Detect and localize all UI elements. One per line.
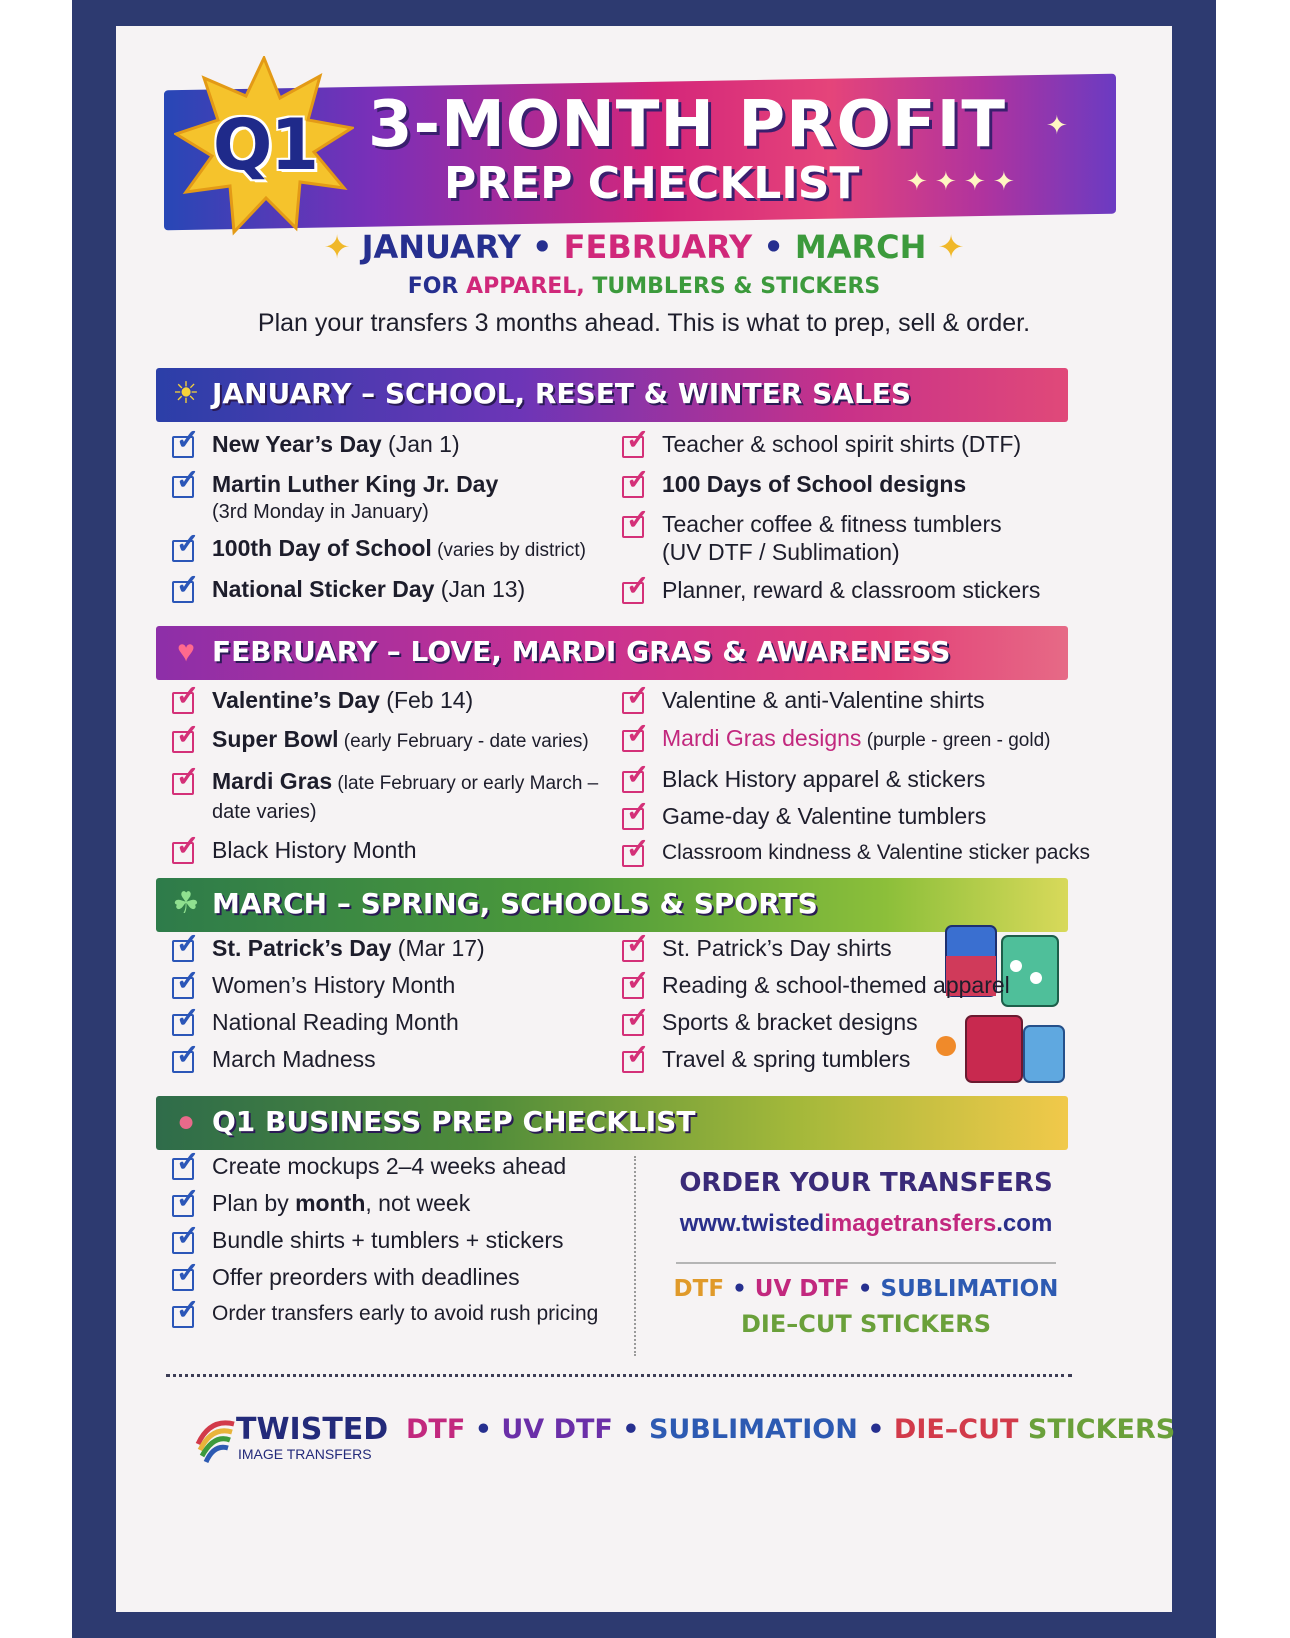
item-bold: National Sticker Day: [212, 576, 435, 602]
business-title: Q1 BUSINESS PREP CHECKLIST: [212, 1105, 696, 1138]
january-events: [172, 424, 612, 603]
list-item: [172, 424, 612, 458]
separator-dot: •: [763, 228, 795, 266]
list-item: [172, 965, 592, 999]
business-checklist: [172, 1146, 632, 1328]
logo-swirl-icon: [190, 1414, 240, 1464]
dotted-divider: [166, 1374, 1072, 1377]
checkbox-checked-icon: ✓: [622, 841, 650, 867]
item-text: Teacher & school spirit shirts (DTF): [662, 431, 1022, 457]
checkbox-checked-icon: ✓: [622, 472, 650, 498]
checkbox-checked-icon: ✓: [172, 1228, 200, 1254]
list-item: [622, 1002, 1062, 1036]
checkbox-checked-icon: ✓: [172, 472, 200, 498]
type-sublimation: SUBLIMATION: [880, 1276, 1059, 1302]
month-january: JANUARY: [361, 228, 521, 266]
footer-die-cut: DIE–CUT: [893, 1414, 1019, 1445]
item-text: St. Patrick’s Day shirts: [662, 935, 892, 961]
star-icon: ✦: [937, 228, 965, 266]
item-bold: Valentine’s Day: [212, 687, 380, 713]
type-dtf: DTF: [673, 1276, 725, 1302]
checkbox-checked-icon: ✓: [172, 1191, 200, 1217]
list-item: [622, 464, 1062, 498]
logo-wordmark: TWISTED: [236, 1412, 389, 1447]
item-sub: date varies): [212, 801, 317, 823]
checkbox-checked-icon: ✓: [622, 767, 650, 793]
checkbox-checked-icon: ✓: [172, 769, 200, 795]
sparkle-icon: ✦ ✦ ✦ ✦: [906, 166, 1015, 196]
february-banner: [156, 626, 1068, 680]
item-text: Create mockups 2–4 weeks ahead: [212, 1153, 567, 1179]
footer-stickers: STICKERS: [1027, 1414, 1176, 1445]
list-item: [172, 528, 612, 565]
item-text: National Reading Month: [212, 1009, 459, 1035]
footer-sublimation: SUBLIMATION: [648, 1414, 858, 1445]
item-text: March Madness: [212, 1046, 376, 1072]
month-march: MARCH: [794, 228, 927, 266]
checkbox-checked-icon: ✓: [172, 1047, 200, 1073]
item-rest: (late February or early March –: [332, 773, 599, 794]
separator-dot: •: [532, 228, 564, 266]
checkbox-checked-icon: ✓: [172, 536, 200, 562]
sun-icon: ☀: [172, 377, 200, 410]
month-february: FEBRUARY: [563, 228, 753, 266]
item-highlight: Mardi Gras designs: [662, 725, 862, 751]
item-text: Travel & spring tumblers: [662, 1046, 911, 1072]
list-item: [622, 718, 1142, 755]
divider: [676, 1262, 1056, 1264]
item-text: Sports & bracket designs: [662, 1009, 918, 1035]
item-text: Women’s History Month: [212, 972, 456, 998]
list-item: [622, 1039, 1062, 1073]
separator-dot: •: [732, 1276, 755, 1302]
intro-text: Plan your transfers 3 months ahead. This is what to prep, sell & order.: [257, 309, 1031, 337]
item-text: Valentine & anti-Valentine shirts: [662, 687, 985, 713]
item-bold: Super Bowl: [212, 726, 339, 752]
item-pre: Plan by: [212, 1190, 296, 1216]
checklist-card: [116, 26, 1176, 1612]
checkbox-checked-icon: ✓: [622, 936, 650, 962]
checkbox-checked-icon: ✓: [172, 577, 200, 603]
january-products: [622, 424, 1062, 604]
list-item: [172, 464, 612, 526]
item-bold: New Year’s Day: [212, 431, 382, 457]
url-part: .com: [996, 1210, 1053, 1237]
for-apparel: APPAREL,: [466, 274, 585, 299]
checkbox-checked-icon: ✓: [172, 1302, 200, 1328]
list-item: [172, 761, 612, 826]
list-item: [172, 680, 612, 714]
checkbox-checked-icon: ✓: [172, 1154, 200, 1180]
for-prefix: FOR: [407, 274, 459, 299]
checkbox-checked-icon: ✓: [172, 1010, 200, 1036]
list-item: [172, 1039, 592, 1073]
list-item: [622, 928, 1062, 962]
list-item: [172, 1002, 592, 1036]
item-bold: Martin Luther King Jr. Day: [212, 471, 499, 497]
list-item: [172, 569, 612, 603]
list-item: [622, 570, 1062, 604]
for-rest: TUMBLERS & STICKERS: [592, 274, 881, 299]
checkbox-checked-icon: ✓: [172, 432, 200, 458]
logo-subtext: IMAGE TRANSFERS: [238, 1446, 372, 1462]
checkbox-checked-icon: ✓: [622, 804, 650, 830]
list-item: [622, 833, 1142, 867]
march-products: [622, 928, 1062, 1073]
separator-dot: •: [867, 1414, 894, 1445]
checkbox-checked-icon: ✓: [622, 1010, 650, 1036]
checkbox-checked-icon: ✓: [172, 688, 200, 714]
website-link[interactable]: [656, 1210, 1076, 1238]
sparkle-icon: ✦: [1046, 110, 1068, 140]
separator-dot: •: [474, 1414, 502, 1445]
item-rest: (Jan 1): [381, 431, 460, 457]
item-rest: (purple - green - gold): [861, 730, 1051, 751]
checkbox-checked-icon: ✓: [172, 973, 200, 999]
march-title: MARCH – SPRING, SCHOOLS & SPORTS: [212, 887, 818, 920]
list-item: [172, 719, 612, 756]
item-sub: (3rd Monday in January): [212, 501, 429, 523]
item-bold: month: [295, 1190, 366, 1216]
page-title: 3-MONTH PROFIT: [368, 88, 1007, 162]
order-title: ORDER YOUR TRANSFERS: [679, 1168, 1053, 1198]
item-bold: Mardi Gras: [212, 768, 333, 794]
list-item: [622, 759, 1142, 793]
item-text: Offer preorders with deadlines: [212, 1264, 520, 1290]
item-text: Black History apparel & stickers: [662, 766, 986, 792]
audience-line: [116, 274, 1172, 299]
checkbox-checked-icon: ✓: [622, 432, 650, 458]
separator-dot: •: [622, 1414, 649, 1445]
column-divider: [634, 1156, 636, 1356]
checkbox-checked-icon: ✓: [172, 1265, 200, 1291]
item-text: Reading & school-themed apparel: [662, 972, 1010, 998]
item-bold: St. Patrick’s Day: [212, 935, 392, 961]
checkbox-checked-icon: ✓: [622, 512, 650, 538]
list-item: [172, 1220, 632, 1254]
checkbox-checked-icon: ✓: [172, 727, 200, 753]
item-sub: (UV DTF / Sublimation): [662, 539, 900, 565]
list-item: [172, 1146, 632, 1180]
star-icon: ✦: [323, 228, 362, 266]
item-text: Bundle shirts + tumblers + stickers: [212, 1227, 564, 1253]
list-item: [172, 1257, 632, 1291]
type-uv-dtf: UV DTF: [754, 1276, 850, 1302]
page-subtitle: PREP CHECKLIST: [444, 158, 860, 209]
item-bold: 100 Days of School designs: [662, 471, 967, 497]
item-rest: (varies by district): [431, 540, 586, 561]
checkbox-checked-icon: ✓: [622, 973, 650, 999]
list-item: [172, 1183, 632, 1217]
item-text: Order transfers early to avoid rush pricing: [212, 1302, 599, 1325]
item-rest: (early February - date varies): [338, 731, 589, 752]
transfer-types: [646, 1276, 1086, 1302]
checkbox-checked-icon: ✓: [172, 936, 200, 962]
item-text: Game-day & Valentine tumblers: [662, 803, 987, 829]
checkbox-checked-icon: ✓: [172, 838, 200, 864]
list-item: [172, 1294, 632, 1328]
footer-transfer-types: [406, 1414, 1176, 1445]
list-item: [622, 680, 1142, 714]
item-rest: , not week: [365, 1190, 471, 1216]
months-line: [116, 228, 1172, 266]
list-item: [622, 424, 1062, 458]
business-banner: [156, 1096, 1068, 1150]
item-text: Black History Month: [212, 837, 417, 863]
item-rest: (Feb 14): [379, 687, 474, 713]
list-item: [172, 928, 592, 962]
march-events: [172, 928, 592, 1073]
item-text: Classroom kindness & Valentine sticker packs: [662, 841, 1090, 864]
list-item: [172, 830, 612, 864]
list-item: [622, 504, 1062, 566]
heart-icon: ♥: [177, 635, 195, 668]
shamrock-icon: ☘: [172, 887, 200, 920]
type-die-cut: DIE–CUT STICKERS: [740, 1310, 992, 1338]
footer-uv-dtf: UV DTF: [501, 1414, 613, 1445]
footer-dtf: DTF: [406, 1414, 466, 1445]
item-rest: (Mar 17): [391, 935, 485, 961]
february-products: [622, 680, 1142, 867]
february-events: [172, 680, 612, 864]
item-rest: (Jan 13): [434, 576, 526, 602]
item-text: Planner, reward & classroom stickers: [662, 577, 1041, 603]
february-title: FEBRUARY – LOVE, MARDI GRAS & AWARENESS: [212, 635, 951, 668]
checkbox-checked-icon: ✓: [622, 1047, 650, 1073]
list-item: [622, 796, 1142, 830]
checkbox-checked-icon: ✓: [622, 688, 650, 714]
january-title: JANUARY – SCHOOL, RESET & WINTER SALES: [212, 377, 912, 410]
url-part: www.twisted: [679, 1210, 825, 1237]
january-banner: [156, 368, 1068, 422]
separator-dot: •: [857, 1276, 881, 1302]
url-part: imagetransfers: [824, 1210, 997, 1237]
q1-badge-text: Q1: [212, 104, 318, 186]
checkbox-checked-icon: ✓: [622, 578, 650, 604]
checkbox-checked-icon: ✓: [622, 726, 650, 752]
football-icon: ●: [176, 1105, 196, 1138]
item-text: Teacher coffee & fitness tumblers: [662, 511, 1002, 537]
list-item: [622, 965, 1062, 999]
item-bold: 100th Day of School: [212, 535, 432, 561]
